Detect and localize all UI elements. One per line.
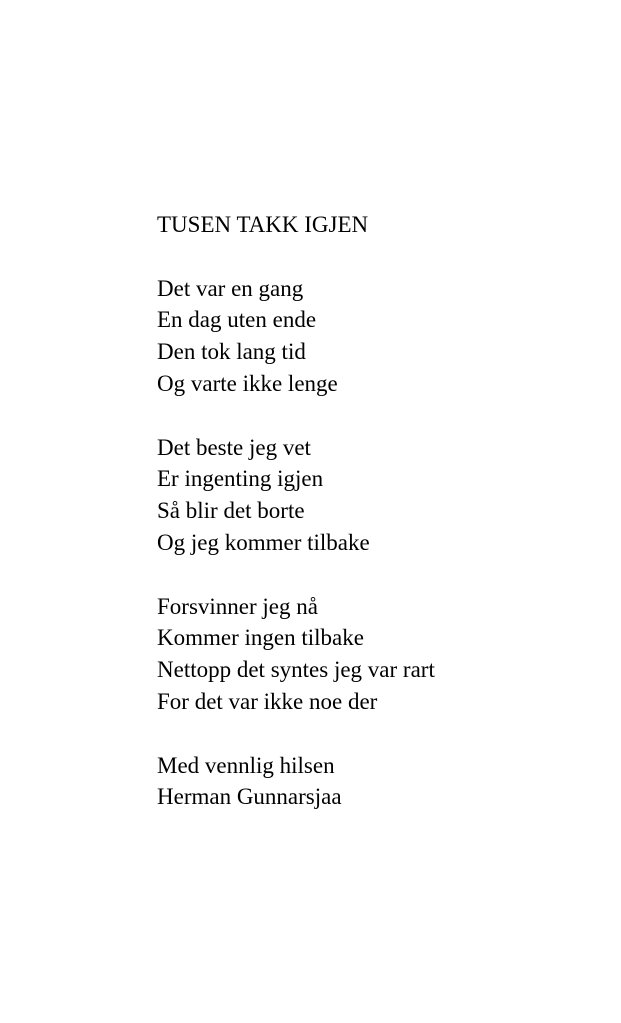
poem-line: En dag uten ende [157,307,317,333]
poem-line: Det var en gang [157,275,304,301]
poem-line: Den tok lang tid [157,339,306,365]
stanza-2 [157,432,435,559]
poem-line: Og jeg kommer tilbake [157,529,370,555]
poem-text [157,209,435,813]
poem-line: Så blir det borte [157,498,305,524]
closing-signature: Herman Gunnarsjaa [157,784,342,810]
poem-line: Er ingenting igjen [157,466,324,492]
poem-title: TUSEN TAKK IGJEN [157,212,369,237]
closing-salutation: Med vennlig hilsen [157,752,335,778]
stanza-3 [157,591,435,718]
poem-line: Det beste jeg vet [157,434,311,460]
stanza-1 [157,273,435,400]
poem-line: Forsvinner jeg nå [157,593,318,619]
poem-line: Og varte ikke lenge [157,370,338,396]
closing [157,750,435,814]
poem-line: For det var ikke noe der [157,688,378,714]
poem-line: Kommer ingen tilbake [157,625,364,651]
poem-line: Nettopp det syntes jeg var rart [157,657,435,683]
